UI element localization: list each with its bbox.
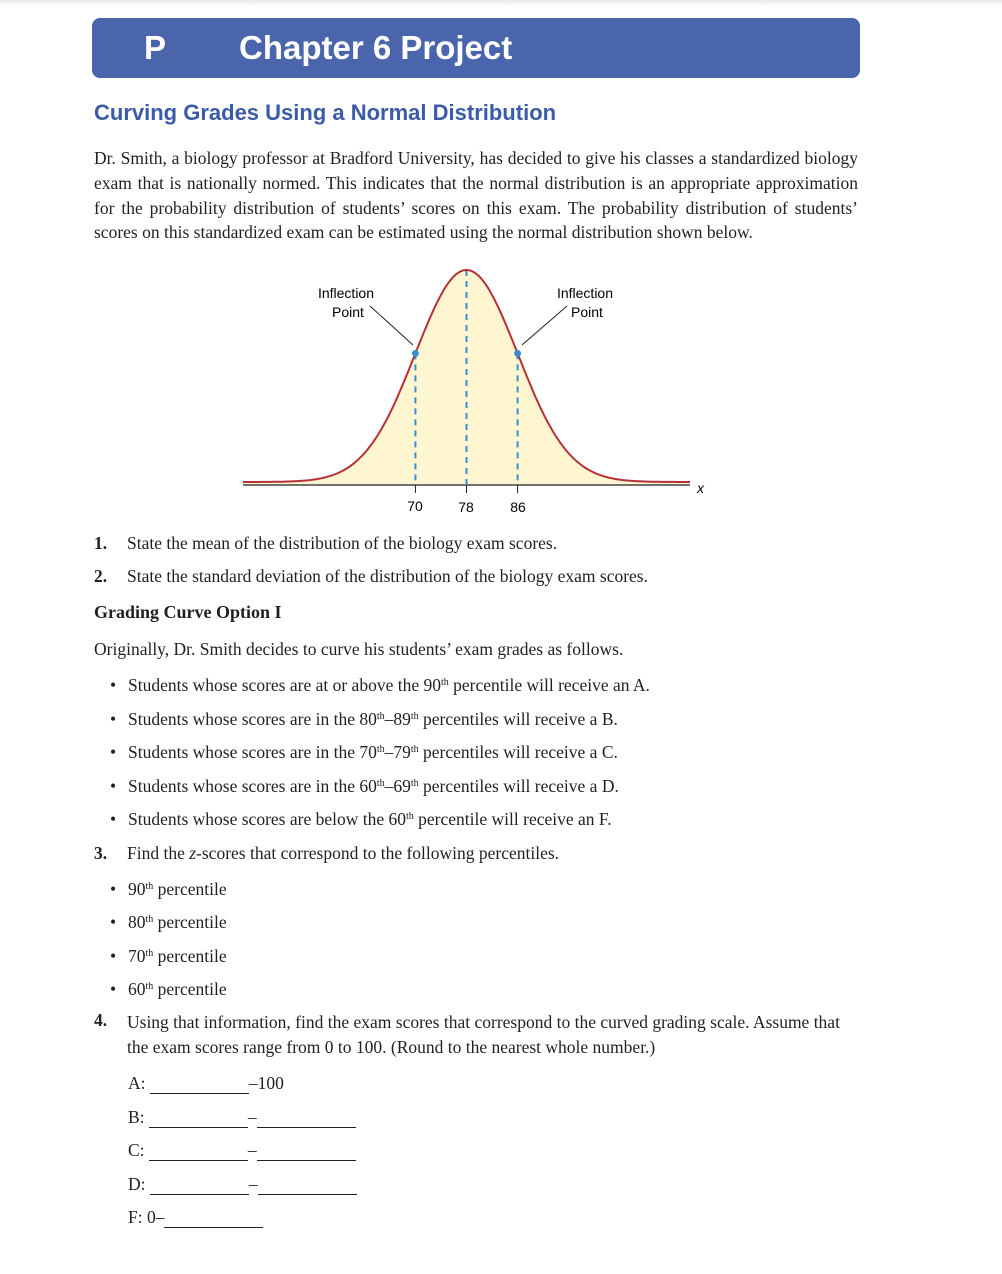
tick-label-70: 70 bbox=[407, 498, 423, 514]
answer-row-a bbox=[128, 1073, 284, 1094]
ordinal-suffix: th bbox=[410, 777, 419, 789]
d-upper-input[interactable] bbox=[258, 1178, 357, 1195]
rule-text: percentiles will receive a C. bbox=[418, 742, 618, 762]
percentile-item bbox=[110, 946, 227, 967]
ordinal-suffix: th bbox=[410, 710, 419, 722]
curve-area-fill bbox=[243, 270, 690, 485]
normal-curve-diagram bbox=[0, 0, 1002, 530]
ordinal-suffix: th bbox=[406, 811, 414, 822]
rule-text: Students whose scores are below the 60 bbox=[128, 809, 406, 829]
question-2 bbox=[94, 566, 648, 587]
inflection-label-right-2: Point bbox=[571, 304, 603, 320]
percentile-item bbox=[110, 879, 227, 900]
grading-rule bbox=[110, 809, 612, 830]
inflection-label-left-2: Point bbox=[332, 304, 364, 320]
answer-row-b bbox=[128, 1107, 356, 1128]
rule-text: –89 bbox=[384, 708, 411, 729]
question-number: 3. bbox=[94, 843, 108, 863]
answer-row-f bbox=[128, 1207, 263, 1228]
percentile-text: percentile bbox=[153, 945, 227, 966]
question-number: 2. bbox=[94, 566, 108, 586]
rule-text: Students whose scores are in the 60 bbox=[128, 775, 377, 796]
question-number: 1. bbox=[94, 533, 108, 553]
ordinal-suffix: th bbox=[145, 881, 154, 892]
grade-label: B: bbox=[128, 1107, 145, 1127]
percentile-text: percentile bbox=[153, 978, 227, 999]
answer-row-d bbox=[128, 1174, 357, 1195]
ordinal-suffix: th bbox=[410, 744, 419, 755]
inflection-point bbox=[514, 350, 521, 357]
b-lower-input[interactable] bbox=[149, 1111, 248, 1128]
a-upper: –100 bbox=[248, 1073, 284, 1093]
percentile-text: percentile bbox=[153, 879, 227, 899]
rule-text: Students whose scores are in the 80 bbox=[128, 708, 377, 729]
b-upper-input[interactable] bbox=[257, 1111, 356, 1128]
section-title: Curving Grades Using a Normal Distribution bbox=[94, 100, 557, 125]
percentile-number: 90 bbox=[128, 879, 146, 899]
rule-text: percentiles will receive a B. bbox=[418, 708, 618, 729]
rule-text: percentile will receive an F. bbox=[413, 809, 612, 829]
dash: – bbox=[248, 1174, 258, 1194]
ordinal-suffix: th bbox=[376, 777, 385, 789]
f-upper-input[interactable] bbox=[164, 1211, 263, 1228]
chapter-letter: P bbox=[144, 29, 167, 66]
q3-text-pre: Find the bbox=[127, 843, 190, 863]
inflection-label-left-1: Inflection bbox=[317, 285, 375, 301]
question-text: State the standard deviation of the distribution of the biology exam scores. bbox=[127, 566, 648, 586]
inflection-label-right-1: Inflection bbox=[556, 285, 614, 301]
grade-label: A: bbox=[128, 1073, 146, 1093]
inflection-pointer-right bbox=[522, 306, 567, 345]
a-lower-input[interactable] bbox=[150, 1077, 249, 1094]
percentile-number: 60 bbox=[128, 978, 146, 999]
question-4-text: Using that information, find the exam scores that correspond to the curved grading scale. Assume that the exam scores range from 0 to 100. (Round to the nearest whole number.) bbox=[127, 1012, 840, 1057]
c-upper-input[interactable] bbox=[257, 1144, 356, 1161]
question-3 bbox=[94, 843, 559, 864]
ordinal-suffix: th bbox=[440, 677, 449, 688]
percentile-item bbox=[110, 979, 227, 1000]
chapter-title: Chapter 6 Project bbox=[239, 29, 513, 66]
x-axis-label: x bbox=[697, 480, 704, 496]
q3-z: z bbox=[189, 843, 197, 863]
ordinal-suffix: th bbox=[376, 744, 385, 755]
dash: – bbox=[247, 1140, 257, 1160]
grading-rule bbox=[110, 776, 619, 797]
rule-text: Students whose scores are in the 70 bbox=[128, 742, 377, 762]
rule-text: percentile will receive an A. bbox=[448, 675, 650, 695]
question-4-number: 4. bbox=[94, 1010, 108, 1030]
rule-text: Students whose scores are at or above the 90 bbox=[128, 675, 441, 695]
rule-text: –69 bbox=[384, 775, 411, 796]
question-text: State the mean of the distribution of the biology exam scores. bbox=[127, 533, 558, 553]
grade-label: F: 0– bbox=[128, 1207, 165, 1227]
ordinal-suffix: th bbox=[376, 710, 385, 722]
percentile-text: percentile bbox=[153, 912, 227, 933]
option1-lead: Originally, Dr. Smith decides to curve his students’ exam grades as follows. bbox=[94, 639, 624, 659]
ordinal-suffix: th bbox=[145, 914, 154, 926]
grading-rule bbox=[110, 709, 618, 730]
question-1 bbox=[94, 533, 557, 554]
grade-label: C: bbox=[128, 1140, 145, 1160]
rule-text: percentiles will receive a D. bbox=[418, 775, 619, 796]
q3-text-post: -scores that correspond to the following percentiles. bbox=[196, 843, 560, 863]
inflection-pointer-left bbox=[370, 306, 413, 345]
grading-rule bbox=[110, 675, 650, 696]
inflection-point bbox=[412, 350, 419, 357]
ordinal-suffix: th bbox=[145, 980, 154, 992]
answer-row-c bbox=[128, 1140, 356, 1161]
grading-rule bbox=[110, 742, 618, 763]
option1-title: Grading Curve Option I bbox=[94, 602, 282, 622]
intro-paragraph: Dr. Smith, a biology professor at Bradford University, has decided to give his classes a standardized biology exam that is nationally normed. This indicates that the normal distribution is an appropriate approximation for the probability distribution of students’ scores on this exam. The probability distribution of students’ scores on this standardized exam can be estimated using the normal distribution shown below. bbox=[94, 148, 858, 243]
percentile-number: 80 bbox=[128, 912, 146, 933]
dash: – bbox=[247, 1107, 257, 1127]
percentile-item bbox=[110, 912, 227, 933]
percentile-number: 70 bbox=[128, 945, 146, 966]
grade-label: D: bbox=[128, 1174, 146, 1194]
tick-label-86: 86 bbox=[510, 499, 526, 515]
rule-text: –79 bbox=[384, 742, 411, 762]
tick-label-78: 78 bbox=[458, 499, 474, 515]
c-lower-input[interactable] bbox=[149, 1144, 248, 1161]
ordinal-suffix: th bbox=[145, 947, 154, 959]
d-lower-input[interactable] bbox=[150, 1178, 249, 1195]
